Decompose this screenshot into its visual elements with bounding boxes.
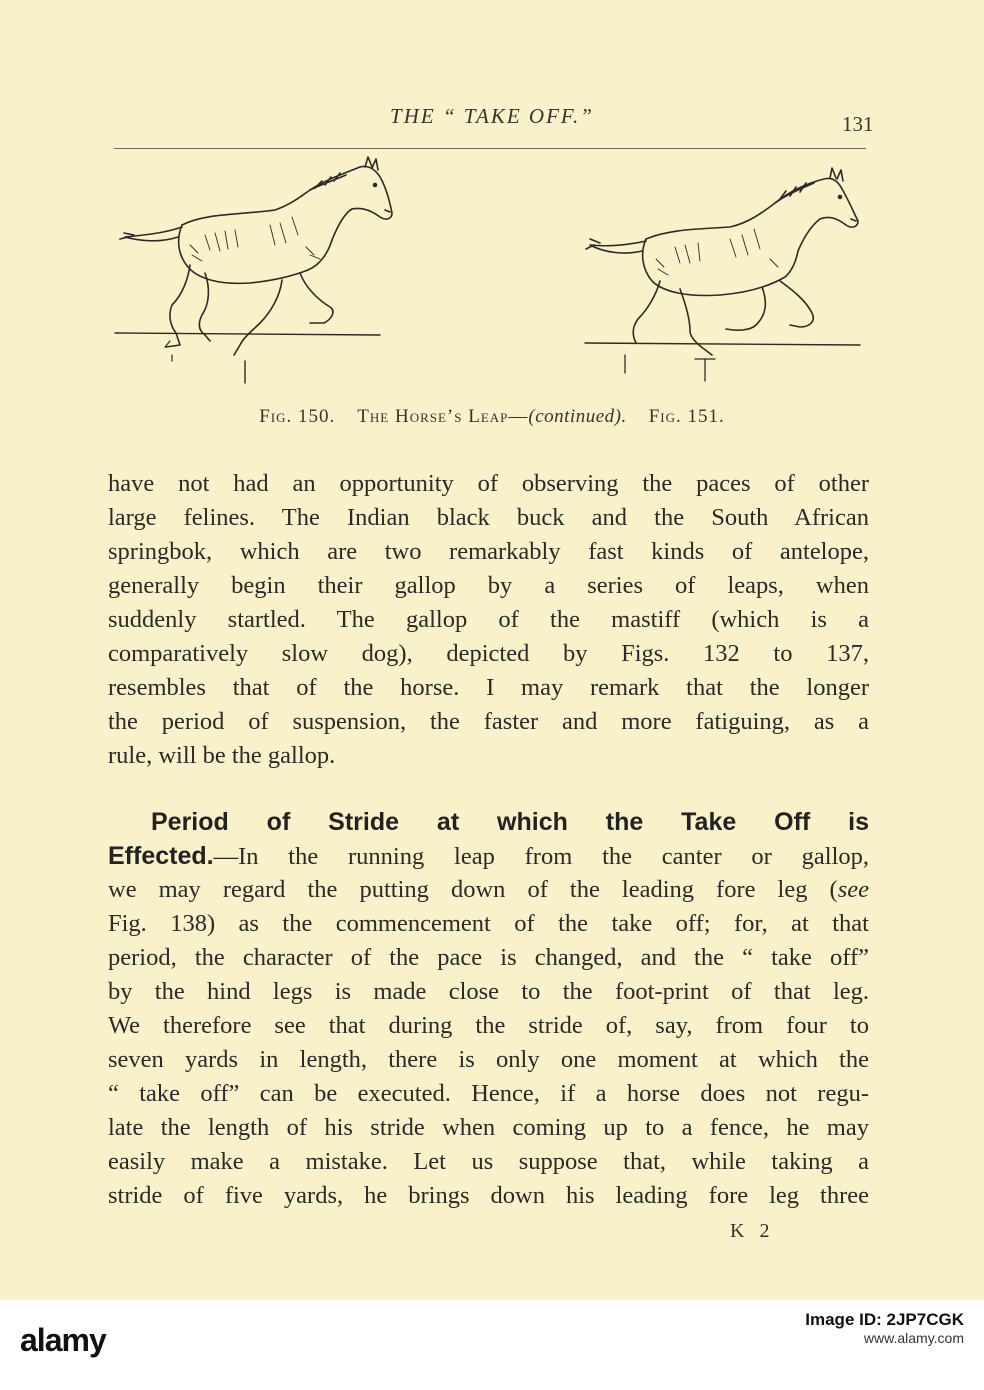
image-id: Image ID: 2JP7CGK [805, 1310, 964, 1329]
caption-fig-151: Fig. 151. [648, 406, 725, 427]
alamy-logo: alamy [20, 1322, 106, 1358]
section-heading: Period of Stride at which the Take Off is [151, 808, 869, 836]
horse-fig-151-illustration [580, 163, 875, 395]
signature-mark: K 2 [730, 1220, 775, 1242]
text-line [108, 839, 869, 873]
text-line: Fig. 138) as the commencement of the take off; for, at that [108, 910, 869, 937]
watermark-url: www.alamy.com [863, 1330, 964, 1346]
text-line: the period of suspension, the faster and more fatiguing, as a [108, 708, 869, 735]
section-period-of-stride [108, 805, 869, 1213]
see-italic: see [837, 876, 869, 903]
watermark-info [805, 1311, 964, 1347]
text-line: rule, will be the gallop. [108, 742, 336, 769]
text-line: generally begin their gallop by a series of leaps, when [108, 572, 869, 599]
text-line: period, the character of the pace is changed, and the “ take off” [108, 944, 869, 971]
lead-text: —In the running leap from the canter or gallop, [213, 843, 869, 870]
text-line: resembles that of the horse. I may remark that the longer [108, 674, 869, 701]
caption-title: The Horse’s Leap— [357, 406, 529, 427]
text-line: we may regard the putting down of the leading fore leg (see [108, 876, 869, 903]
text-line: late the length of his stride when coming up to a fence, he may [108, 1114, 869, 1141]
text-line: easily make a mistake. Let us suppose that, while taking a [108, 1148, 869, 1175]
text-line: springbok, which are two remarkably fast kinds of antelope, [108, 538, 869, 565]
page-number: 131 [842, 112, 874, 136]
section-heading-end: Effected. [108, 842, 214, 870]
text-line: seven yards in length, there is only one moment at which the [108, 1046, 869, 1073]
text-line: by the hind legs is made close to the foot-print of that leg. [108, 978, 869, 1005]
text-line: comparatively slow dog), depicted by Figs. 132 to 137, [108, 640, 869, 667]
text-line: We therefore see that during the stride of, say, from four to [108, 1012, 869, 1039]
text-line: have not had an opportunity of observing the paces of other [108, 470, 869, 497]
horse-figures [110, 155, 875, 405]
header-rule [114, 148, 866, 149]
running-header: THE “ TAKE OFF.” [390, 104, 594, 128]
caption-continued: (continued). [528, 406, 627, 427]
horse-fig-150-illustration [110, 155, 410, 395]
text-line: suddenly startled. The gallop of the mastiff (which is a [108, 606, 869, 633]
paragraph-1 [108, 467, 869, 773]
text-line: “ take off” can be executed. Hence, if a horse does not regu- [108, 1080, 869, 1107]
figure-caption [0, 406, 984, 428]
text-line: large felines. The Indian black buck and the South African [108, 504, 869, 531]
text-line: stride of five yards, he brings down his leading fore leg three [108, 1182, 869, 1209]
caption-fig-150: Fig. 150. [259, 406, 336, 427]
